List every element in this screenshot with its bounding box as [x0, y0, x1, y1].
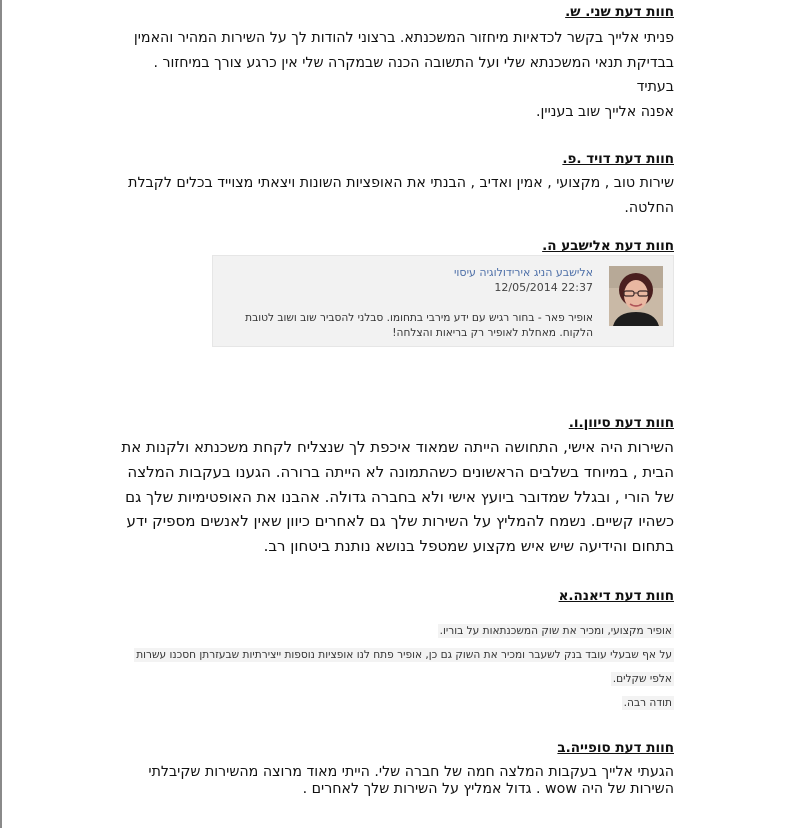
testimonial-heading-sivan: חוות דעת סיוון.ו. [568, 415, 674, 431]
comment-date: 12/05/2014 22:37 [494, 281, 593, 294]
testimonial-elisheva [114, 238, 674, 254]
comment-text: אופיר פאר - בחור רגיש עם ידע מירבי בתחומו. סבלני להסביר שוב ושוב לטובת הלקוח. מאחלת לאופיר רק בריאות והצלחה! [245, 312, 593, 339]
testimonial-david [114, 151, 674, 220]
testimonial-line: אופיר מקצועי, ומכיר את שוק המשכנתאות על בוריו. [439, 625, 672, 637]
testimonial-line: השירות היה אישי, התחושה הייתה שמאוד איכפת לך שנצליח לקחת משכנתא ולקנות את [121, 438, 674, 456]
avatar [609, 266, 663, 326]
testimonial-line: אלפי שקלים. [612, 673, 672, 685]
testimonial-line: תודה רבה. [623, 697, 672, 709]
testimonial-heading-diana: חוות דעת דיאנה.א [558, 588, 674, 604]
testimonial-line: הגעתי אלייך בעקבות המלצה חמה של חברה שלי. הייתי מאוד מרוצה מהשירות שקיבלתי [148, 764, 674, 780]
testimonial-line: החלטה. [624, 199, 674, 216]
testimonial-sivan [114, 415, 674, 559]
testimonial-line: אפנה אלייך שוב בעניין. [536, 103, 674, 120]
testimonial-line: של הורי , ובגלל שמדובר ביועץ אישי ולא בחברה גדולה. אהבנו את האופטימיות שלך גם [125, 487, 674, 506]
testimonial-line: בבדיקת תנאי המשכנתא שלי ועל התשובה הכנה שבמקרה שלי אין כרגע צורך במיחזור . בעתיד [153, 54, 674, 95]
comment-author-link[interactable]: אלישבע הניג אירידולוגיה עיסוי [453, 266, 593, 279]
diana-lines [114, 624, 674, 710]
testimonial-shani [114, 4, 674, 124]
testimonial-diana [114, 588, 674, 710]
avatar-portrait-image [609, 266, 663, 326]
testimonial-line: בתחום והידיעה שיש איש מקצוע שמטפל בנושא נותנת ביטחון רב. [263, 537, 674, 556]
testimonial-sofia [114, 740, 674, 798]
testimonial-line: שירות טוב , מקצועי , אמין ואדיב , הבנתי את האופציות השונות ויצאתי מצוייד בכלים לקבלת [128, 175, 674, 191]
testimonial-heading-david: חוות דעת דויד .פ. [562, 151, 674, 167]
testimonial-line: פניתי אלייך בקשר לכדאיות מיחזור המשכנתא. ברצוני להודות לך על השירות המהיר והאמין [133, 30, 674, 46]
testimonial-heading-shani: חוות דעת שני. ש. [565, 4, 674, 20]
testimonial-line: הבית , במיוחד בשלבים הראשונים כשהתמונה לא הייתה ברורה. הגענו בעקבות המלצה [127, 462, 674, 481]
testimonial-line: השירות של היה wow . גדול אמליץ על השירות שלך לאחרים . [302, 781, 674, 797]
testimonial-heading-elisheva: חוות דעת אלישבע ה. [542, 238, 674, 254]
testimonial-line: כשהיו קשיים. נשמח להמליץ על השירות שלך גם לאחרים כיוון שאין לאנשים מספיק ידע [126, 512, 674, 531]
embedded-comment-box [212, 255, 674, 347]
testimonial-line: על אף שבעלי עובד בנק לשעבר ומכיר את השוק גם כן, אופיר פתח לנו אופציות נוספות ייצירתיות שבעזרתן חסכנו עשרות [136, 649, 672, 661]
testimonial-heading-sofia: חוות דעת סופייה.ב [557, 740, 674, 756]
